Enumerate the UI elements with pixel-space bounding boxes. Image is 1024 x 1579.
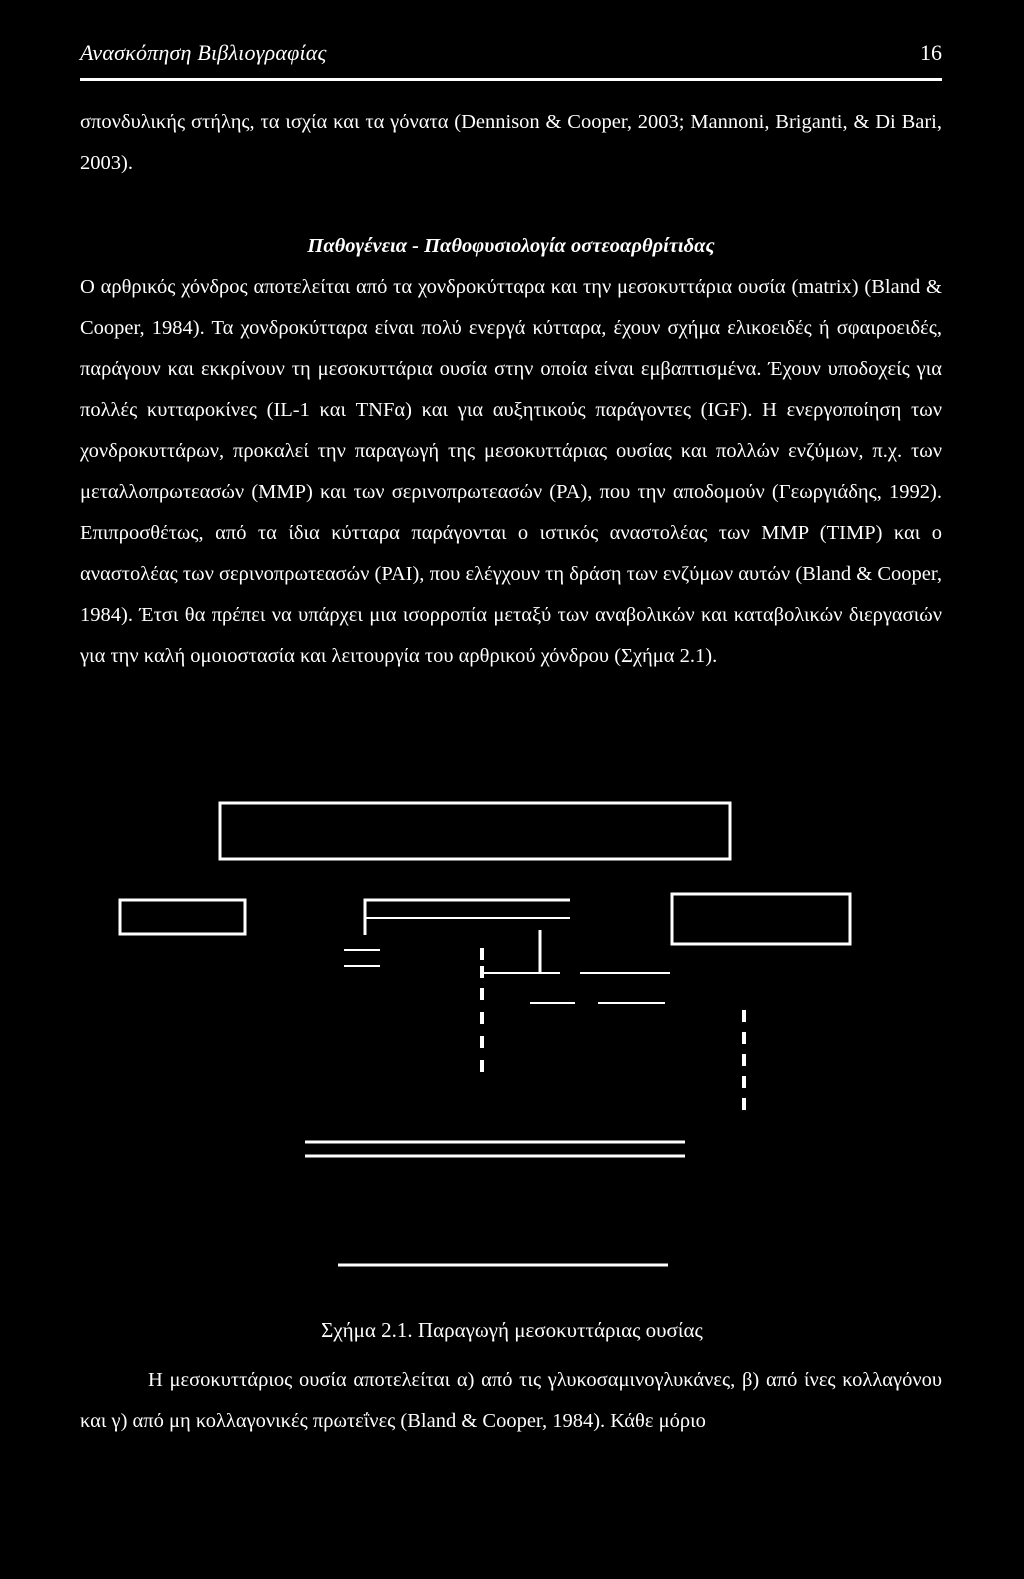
page-number: 16 [920,40,942,65]
outro-text: Η μεσοκυττάριος ουσία αποτελείται α) από τις γλυκοσαμινογλυκάνες, β) από ίνες κολλαγόνου και γ) από μη κολλαγονικές πρωτεΐνες (Bland & Cooper, 1984). Κάθε μόριο [80,1369,942,1432]
figure-diagram [0,790,1024,1310]
intro-paragraph [80,102,942,184]
figure-caption: Σχήμα 2.1. Παραγωγή μεσοκυττάριας ουσίας [321,1318,703,1342]
main-text: Ο αρθρικός χόνδρος αποτελείται από τα χονδροκύτταρα και την μεσοκυττάρια ουσία (matrix) (Bland & Cooper, 1984). Τα χονδροκύτταρα είναι πολύ ενεργά κύτταρα, έχουν σχήμα ελικοειδές ή σφαιροειδές, παράγουν και εκκρίνουν τη μεσοκυττάρια ουσία στην οποία είναι εμβαπτισμένα. Έχουν υποδοχείς για πολλές κυτταροκίνες (IL-1 και TNFα) και για αυξητικούς παράγοντες (IGF). Η ενεργοποίηση των χονδροκυττάρων, προκαλεί την παραγωγή της μεσοκυττάριας ουσίας και πολλών ενζύμων, π.χ. των μεταλλοπρωτεασών (MMP) και των σερινοπρωτεασών (PA), που την αποδομούν (Γεωργιάδης, 1992). Επιπροσθέτως, από τα ίδια κύτταρα παράγονται ο ιστικός αναστολέας των MMP (TIMP) και ο αναστολέας των σερινοπρωτεασών (PAI), που ελέγχουν τη δράση των ενζύμων αυτών (Bland & Cooper, 1984). Έτσι θα πρέπει να υπάρχει μια ισορροπία μεταξύ των αναβολικών και καταβολικών διεργασιών για την καλή ομοιοστασία και λειτουργία του αρθρικού χόνδρου (Σχήμα 2.1). [80,276,942,667]
running-header [80,40,942,74]
diagram-dotted-line-right [742,1010,746,1110]
diagram-top-box [220,803,730,859]
running-title: Ανασκόπηση Βιβλιογραφίας [80,40,327,65]
outro-paragraph [80,1360,942,1442]
intro-text: σπονδυλικής στήλης, τα ισχία και τα γόνατα (Dennison & Cooper, 2003; Mannoni, Briganti, & Di Bari, 2003). [80,111,942,174]
diagram-dotted-line-left [480,948,484,1072]
section-heading: Παθογένεια - Παθοφυσιολογία οστεοαρθρίτιδας [307,235,715,257]
main-paragraph [80,267,942,677]
header-divider [80,78,942,81]
diagram-right-box [672,894,850,944]
diagram-svg [0,790,1024,1310]
diagram-left-box [120,900,245,934]
